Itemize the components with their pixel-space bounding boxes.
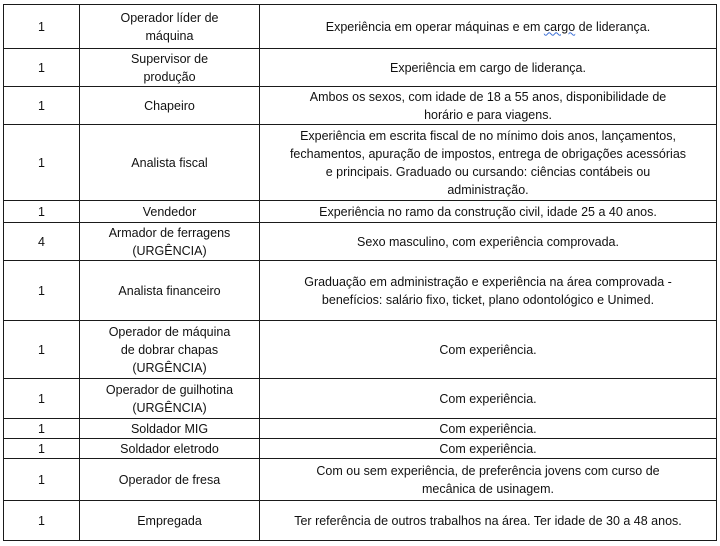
quantity-cell: 1: [4, 321, 80, 379]
spellcheck-flagged-word: cargo: [543, 19, 576, 34]
quantity-cell: 1: [4, 261, 80, 321]
role-text: Supervisor de produção: [130, 51, 209, 84]
description-text-after: de liderança.: [575, 19, 651, 34]
description-text: Ambos os sexos, com idade de 18 a 55 anos, disponibilidade de horário e para viagens.: [309, 89, 667, 122]
description-cell: [260, 5, 717, 49]
description-text: Com ou sem experiência, de preferência jovens com curso de mecânica de usinagem.: [316, 463, 660, 496]
description-cell: [260, 125, 717, 201]
table-row: [4, 49, 717, 87]
table-row: [4, 379, 717, 419]
description-text: Ter referência de outros trabalhos na área. Ter idade de 30 a 48 anos.: [294, 513, 682, 528]
description-cell: [260, 261, 717, 321]
role-cell: [80, 49, 260, 87]
quantity-cell: 1: [4, 419, 80, 439]
role-cell: Soldador eletrodo: [80, 439, 260, 459]
description-cell: Sexo masculino, com experiência comprovada.: [260, 223, 717, 261]
description-cell: Experiência em cargo de liderança.: [260, 49, 717, 87]
quantity-cell: 1: [4, 439, 80, 459]
table-row: [4, 321, 717, 379]
role-text: Armador de ferragens (URGÊNCIA): [108, 225, 231, 258]
description-cell: Experiência no ramo da construção civil, idade 25 a 40 anos.: [260, 201, 717, 223]
table-row: [4, 223, 717, 261]
role-cell: Vendedor: [80, 201, 260, 223]
description-cell: Com experiência.: [260, 321, 717, 379]
role-cell: [80, 321, 260, 379]
quantity-cell: 1: [4, 5, 80, 49]
table-row: [4, 419, 717, 439]
table-row: [4, 87, 717, 125]
role-cell: Analista financeiro: [80, 261, 260, 321]
table-row: [4, 261, 717, 321]
description-cell: [260, 87, 717, 125]
job-openings-table: [3, 4, 717, 541]
table-row: [4, 125, 717, 201]
description-cell: Com experiência.: [260, 379, 717, 419]
table-row: [4, 201, 717, 223]
quantity-cell: 1: [4, 201, 80, 223]
role-cell: Analista fiscal: [80, 125, 260, 201]
quantity-cell: 1: [4, 87, 80, 125]
quantity-cell: 1: [4, 49, 80, 87]
role-text: Operador líder de máquina: [120, 10, 219, 43]
table-row: [4, 459, 717, 501]
quantity-cell: 1: [4, 459, 80, 501]
description-cell: [260, 501, 717, 541]
quantity-cell: 1: [4, 125, 80, 201]
role-cell: Chapeiro: [80, 87, 260, 125]
role-cell: Soldador MIG: [80, 419, 260, 439]
description-text: Graduação em administração e experiência na área comprovada - benefícios: salário fixo, ticket, plano odontológico e Unimed.: [304, 274, 672, 307]
description-cell: [260, 459, 717, 501]
quantity-cell: 1: [4, 501, 80, 541]
description-cell: Com experiência.: [260, 439, 717, 459]
role-cell: [80, 379, 260, 419]
description-text-before: Experiência em operar máquinas e em: [325, 19, 544, 34]
table-row: [4, 5, 717, 49]
description-cell: Com experiência.: [260, 419, 717, 439]
table-row: [4, 501, 717, 541]
role-cell: [80, 5, 260, 49]
description-text: Experiência em escrita fiscal de no mínimo dois anos, lançamentos, fechamentos, apuração de impostos, entrega de obrigações acessórias e principais. Graduado ou cursando: ciências contábeis ou administração.: [289, 128, 687, 197]
role-cell: Operador de fresa: [80, 459, 260, 501]
quantity-cell: 1: [4, 379, 80, 419]
table-row: [4, 439, 717, 459]
role-cell: [80, 223, 260, 261]
quantity-cell: 4: [4, 223, 80, 261]
role-cell: Empregada: [80, 501, 260, 541]
role-text: Operador de guilhotina (URGÊNCIA): [105, 382, 234, 415]
role-text: Operador de máquina de dobrar chapas (URGÊNCIA): [108, 324, 231, 375]
